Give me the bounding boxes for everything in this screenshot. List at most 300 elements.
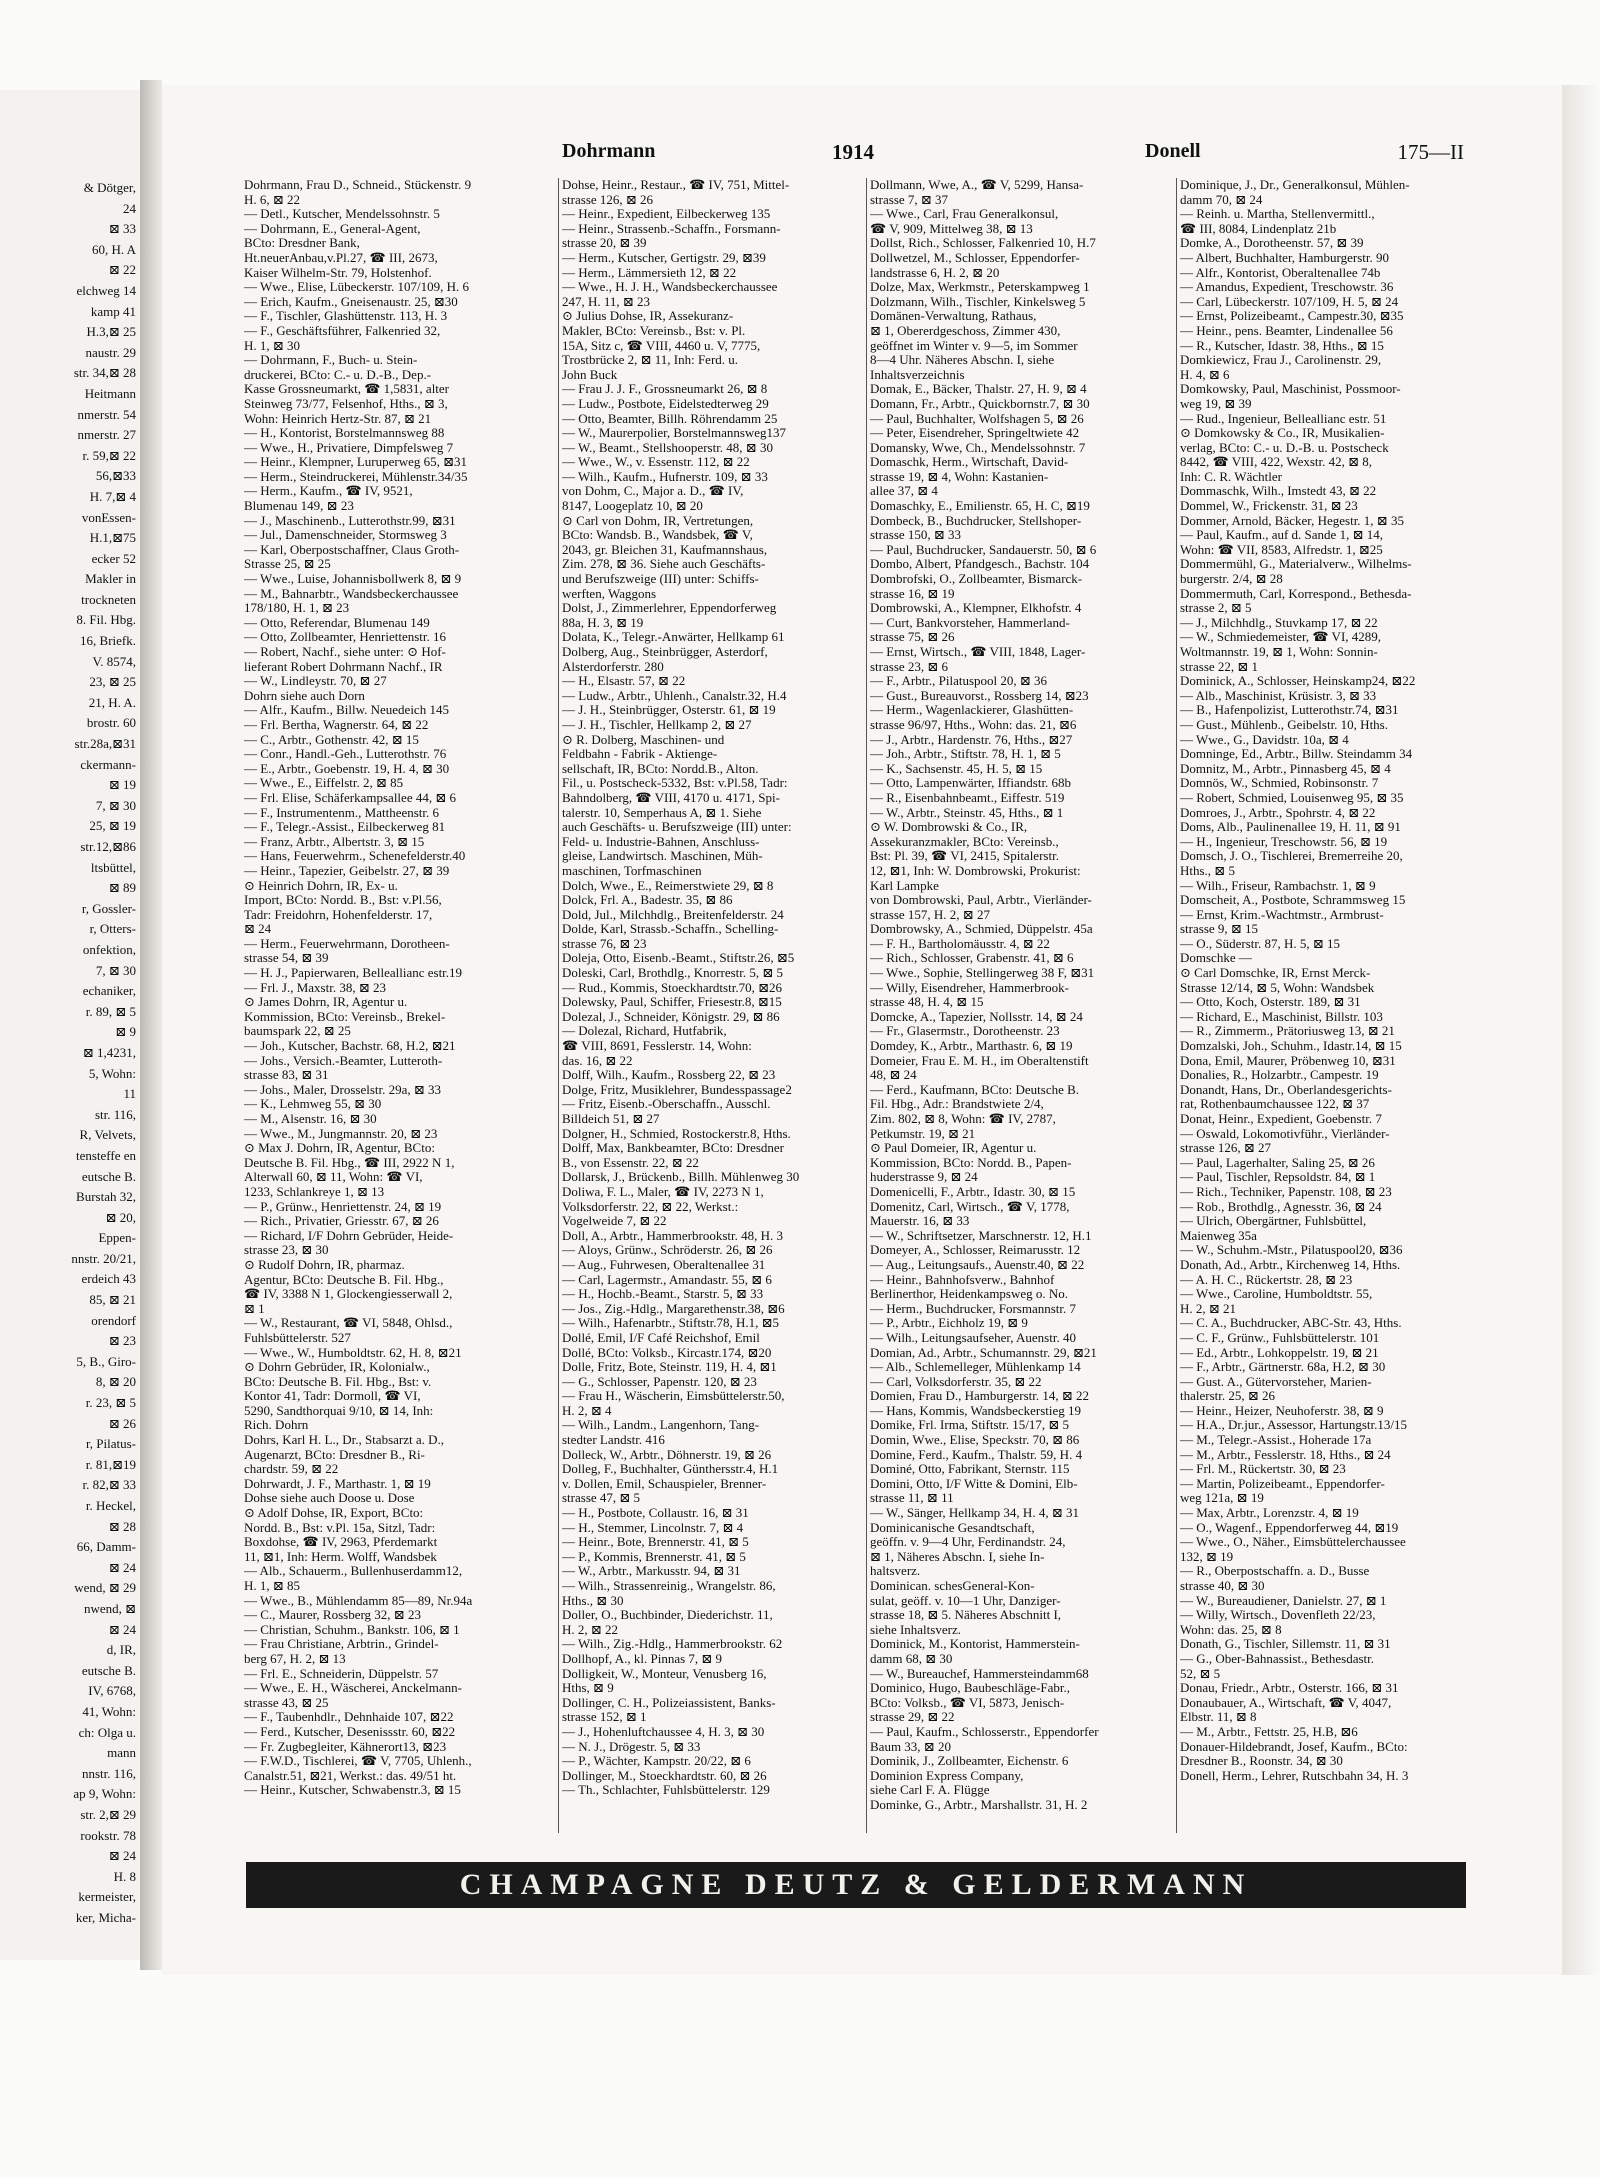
previous-page-line: ⊠ 19 (108, 777, 136, 793)
directory-entry-line: — Richard, I/F Dohrn Gebrüder, Heide- (244, 1228, 454, 1243)
directory-entry-line: — Gust., Bureauvorst., Rossberg 14, ⊠23 (870, 688, 1089, 703)
previous-page-line: 16, Briefk. (80, 633, 136, 649)
directory-entry-line: Dombo, Albert, Pfandgesch., Bachstr. 104 (870, 557, 1090, 572)
directory-entry-line: — O., Süderstr. 87, H. 5, ⊠ 15 (1180, 936, 1341, 951)
directory-entry-line: Dolff, Max, Bankbeamter, BCto: Dresdner (562, 1141, 784, 1156)
directory-column-4 (1180, 178, 1468, 1833)
previous-page-line: 23, ⊠ 25 (89, 674, 136, 690)
directory-entry-line: siehe Inhaltsverz. (870, 1622, 961, 1637)
directory-entry-line: 132, ⊠ 19 (1180, 1549, 1234, 1564)
directory-entry-line: das. 16, ⊠ 22 (562, 1053, 633, 1068)
previous-page-line: 56,⊠33 (95, 468, 136, 484)
directory-entry-line: — Wwe., Luise, Johannisbollwerk 8, ⊠ 9 (244, 572, 462, 587)
previous-page-line: 5, Wohn: (88, 1065, 136, 1081)
directory-entry-line: — Th., Schlachter, Fuhlsbüttelerstr. 129 (562, 1783, 770, 1798)
directory-entry-line: strasse 9, ⊠ 15 (1180, 922, 1259, 937)
directory-entry-line: — Otto, Koch, Osterstr. 189, ⊠ 31 (1180, 995, 1361, 1010)
previous-page-line: 8, ⊠ 20 (95, 1374, 136, 1390)
directory-entry-line: Domkiewicz, Frau J., Carolinenstr. 29, (1180, 353, 1382, 368)
directory-entry-line: strasse 43, ⊠ 25 (244, 1695, 329, 1710)
directory-entry-line: strasse 18, ⊠ 5. Näheres Abschnitt I, (870, 1608, 1062, 1623)
directory-entry-line: Dolck, Frl. A., Badestr. 35, ⊠ 86 (562, 893, 733, 908)
directory-entry-line: — Frl. Elise, Schäferkampsallee 44, ⊠ 6 (244, 790, 456, 805)
directory-entry-line: BCto: Deutsche B. Fil. Hbg., Bst: v. (244, 1374, 432, 1389)
directory-entry-line: strasse 7, ⊠ 37 (870, 192, 949, 207)
directory-entry-line: — H., Hochb.-Beamt., Starstr. 5, ⊠ 33 (562, 1287, 764, 1302)
previous-page-line: str. 34,⊠ 28 (73, 365, 136, 381)
directory-entry-line: Dombrowski, A., Klempner, Elkhofstr. 4 (870, 601, 1082, 616)
directory-entry-line: strasse 126, ⊠ 26 (562, 192, 654, 207)
directory-entry-line: — W., Bureauchef, Hammersteindamm68 (870, 1666, 1089, 1681)
directory-entry-line: — Ludw., Postbote, Eidelstedterweg 29 (562, 396, 769, 411)
directory-entry-line: Wohn: Heinrich Hertz-Str. 87, ⊠ 21 (244, 411, 432, 426)
page-header (232, 140, 1464, 174)
directory-entry-line: — Gust., Mühlenb., Geibelstr. 10, Hths. (1180, 717, 1388, 732)
directory-entry-line: — Paul, Kaufm., auf d. Sande 1, ⊠ 14, (1180, 528, 1383, 543)
column-divider (866, 178, 867, 1833)
directory-entry-line: Donat, Heinr., Expedient, Goebenstr. 7 (1180, 1112, 1382, 1126)
directory-entry-line: Fuhlsbüttelerstr. 527 (244, 1330, 351, 1345)
previous-page-line: erdeich 43 (81, 1271, 136, 1287)
directory-entry-line: H. 2, ⊠ 4 (562, 1403, 612, 1418)
directory-entry-line: ⊠ 1, Obererdgeschoss, Zimmer 430, (870, 323, 1061, 338)
directory-entry-line: Dollarsk, J., Brückenb., Billh. Mühlenweg 30 (562, 1170, 800, 1185)
directory-entry-line: Dolde, Karl, Strassb.-Schaffn., Schelling- (562, 922, 779, 937)
directory-entry-line: — Fr. Zugbegleiter, Kähnerort13, ⊠23 (244, 1739, 447, 1754)
directory-entry-line: — Alfr., Kontorist, Oberaltenallee 74b (1180, 265, 1381, 280)
directory-entry-line: Fil., u. Postscheck-5332, Bst: v.Pl.58, Tadr: (562, 776, 788, 791)
directory-entry-line: Dolff, Wilh., Kaufm., Rossberg 22, ⊠ 23 (562, 1068, 776, 1083)
previous-page-line: orendorf (91, 1312, 136, 1328)
directory-entry-line: auch Geschäfts- u. Berufszweige (III) unter: (562, 820, 792, 835)
directory-entry-line: Donath, Ad., Arbtr., Kirchenweg 14, Hths. (1180, 1257, 1401, 1272)
directory-entry-line: — R., Eisenbahnbeamt., Eiffestr. 519 (870, 790, 1065, 805)
directory-entry-line: — Wilh., Strassenreinig., Wrangelstr. 86, (562, 1579, 776, 1593)
previous-page-line: r. 23, ⊠ 5 (85, 1395, 136, 1411)
directory-entry-line: ⊙ Max J. Dohrn, IR, Agentur, BCto: (244, 1141, 435, 1156)
directory-column-3 (870, 178, 1172, 1833)
directory-entry-line: — Wilh., Landm., Langenhorn, Tang- (562, 1418, 760, 1433)
directory-entry-line: — P., Kommis, Brennerstr. 41, ⊠ 5 (562, 1549, 746, 1564)
directory-entry-line: Dolzmann, Wilh., Tischler, Kinkelsweg 5 (870, 294, 1086, 309)
directory-entry-line: Inh: C. R. Wächtler (1180, 469, 1282, 484)
directory-entry-line: Dominé, Otto, Fabrikant, Sternstr. 115 (870, 1462, 1070, 1477)
directory-entry-line: strasse 75, ⊠ 26 (870, 630, 955, 645)
directory-entry-line: — Frau Christiane, Arbtrin., Grindel- (244, 1637, 439, 1652)
directory-entry-line: — Robert, Schmied, Louisenweg 95, ⊠ 35 (1180, 790, 1404, 805)
directory-entry-line: Dollmann, Wwe, A., ☎ V, 5299, Hansa- (870, 178, 1084, 192)
previous-page-line: IV, 6768, (88, 1683, 136, 1699)
directory-entry-line: Woltmannstr. 19, ⊠ 1, Wohn: Sonnin- (1180, 645, 1378, 659)
directory-entry-line: Doleja, Otto, Eisenb.-Beamt., Stiftstr.26, ⊠5 (562, 951, 795, 966)
directory-entry-line: Dolle, Fritz, Bote, Steinstr. 119, H. 4, ⊠1 (562, 1360, 777, 1375)
directory-entry-line: Domeier, Frau E. M. H., im Oberaltenstift (870, 1053, 1089, 1068)
previous-page-line: 25, ⊠ 19 (89, 818, 136, 834)
previous-page-line: onfektion, (82, 941, 136, 957)
directory-entry-line: stedter Landstr. 416 (562, 1433, 665, 1448)
directory-entry-line: Dommermuth, Carl, Korrespond., Bethesda- (1180, 586, 1412, 601)
directory-entry-line: — Wwe., W., Humboldtstr. 62, H. 8, ⊠21 (244, 1345, 462, 1360)
directory-entry-line: — J. H., Steinbrügger, Osterstr. 61, ⊠ 19 (562, 703, 776, 718)
directory-entry-line: Bst: Pl. 39, ☎ VI, 2415, Spitalerstr. (870, 849, 1059, 864)
directory-entry-line: Domschke — (1180, 951, 1252, 966)
directory-entry-line: Donau, Friedr., Arbtr., Osterstr. 166, ⊠ 31 (1180, 1681, 1399, 1696)
directory-entry-line: Elbstr. 11, ⊠ 8 (1180, 1710, 1257, 1725)
directory-entry-line: Tadr: Freidohrn, Hohenfelderstr. 17, (244, 907, 433, 922)
directory-entry-line: Augenarzt, BCto: Dresdner B., Ri- (244, 1447, 425, 1462)
directory-entry-line: 178/180, H. 1, ⊠ 23 (244, 601, 350, 616)
directory-entry-line: — Carl, Lübeckerstr. 107/109, H. 5, ⊠ 24 (1180, 294, 1399, 309)
directory-entry-line: verlag, BCto: C.- u. D.-B. u. Postscheck (1180, 440, 1389, 455)
previous-page-line: mann (107, 1745, 136, 1761)
directory-entry-line: BCto: Dresdner Bank, (244, 236, 360, 251)
directory-entry-line: B., von Essenstr. 22, ⊠ 22 (562, 1155, 699, 1170)
directory-entry-line: — Martin, Polizeibeamt., Eppendorfer- (1180, 1476, 1385, 1491)
previous-page-line: H. 7,⊠ 4 (89, 488, 136, 504)
directory-entry-line: Feldbahn - Fabrik - Aktienge- (562, 747, 718, 762)
directory-entry-line: Dohrs, Karl H. L., Dr., Stabsarzt a. D., (244, 1433, 445, 1448)
directory-entry-line: Dombeck, B., Buchdrucker, Stellshoper- (870, 513, 1082, 528)
directory-entry-line: Dona, Emil, Maurer, Pröbenweg 10, ⊠31 (1180, 1053, 1396, 1068)
directory-entry-line: strasse 150, ⊠ 33 (870, 528, 962, 543)
directory-entry-line: strasse 40, ⊠ 30 (1180, 1579, 1265, 1593)
directory-entry-line: Dombrofski, O., Zollbeamter, Bismarck- (870, 572, 1083, 587)
column-divider (1176, 178, 1177, 1833)
directory-entry-line: — Rich., Privatier, Griesstr. 67, ⊠ 26 (244, 1214, 439, 1229)
directory-entry-line: Boxdohse, ☎ IV, 2963, Pferdemarkt (244, 1535, 438, 1550)
directory-entry-line: — Rob., Brothdlg., Agnesstr. 36, ⊠ 24 (1180, 1199, 1382, 1214)
directory-entry-line: von Dombrowski, Paul, Arbtr., Vierländer- (870, 893, 1092, 908)
directory-entry-line: Domaschky, E., Emilienstr. 65, H. C, ⊠19 (870, 499, 1090, 514)
directory-entry-line: — Herm., Feuerwehrmann, Dorotheen- (244, 936, 450, 951)
directory-entry-line: — C. F., Grünw., Fuhlsbüttelerstr. 101 (1180, 1330, 1380, 1345)
directory-entry-line: — W., Schuhm.-Mstr., Pilatuspool20, ⊠36 (1180, 1243, 1403, 1258)
directory-entry-line: — Frl. M., Rückertstr. 30, ⊠ 23 (1180, 1462, 1346, 1477)
directory-entry-line: BCto: Wandsb. B., Wandsbek, ☎ V, (562, 528, 753, 543)
directory-entry-line: haltsverz. (870, 1564, 921, 1579)
directory-entry-line: — Willy, Eisendreher, Hammerbrook- (870, 980, 1069, 995)
directory-entry-line: — C., Arbtr., Gothenstr. 42, ⊠ 15 (244, 732, 419, 747)
directory-entry-line: ⊙ Heinrich Dohrn, IR, Ex- u. (244, 878, 398, 893)
directory-entry-line: — Conr., Handl.-Geh., Lutterothstr. 76 (244, 747, 447, 762)
directory-entry-line: — Wwe., M., Jungmannstr. 20, ⊠ 23 (244, 1126, 438, 1141)
previous-page-line: ⊠ 26 (108, 1415, 136, 1431)
directory-entry-line: Donandt, Hans, Dr., Oberlandesgerichts- (1180, 1082, 1392, 1097)
directory-entry-line: 8442, ☎ VIII, 422, Wexstr. 42, ⊠ 8, (1180, 455, 1373, 470)
directory-entry-line: — C., Maurer, Rossberg 32, ⊠ 23 (244, 1608, 421, 1623)
previous-page-line: 24 (123, 200, 136, 216)
directory-entry-line: — Paul, Tischler, Repsoldstr. 84, ⊠ 1 (1180, 1170, 1376, 1185)
directory-entry-line: — Wwe., Sophie, Stellingerweg 38 F, ⊠31 (870, 966, 1095, 981)
directory-entry-line: Domak, E., Bäcker, Thalstr. 27, H. 9, ⊠ 4 (870, 382, 1087, 397)
directory-entry-line: Dommer, Arnold, Bäcker, Hegestr. 1, ⊠ 35 (1180, 513, 1404, 528)
directory-entry-line: Bahndolberg, ☎ VIII, 4170 u. 4171, Spi- (562, 790, 780, 805)
directory-entry-line: Wohn: das. 25, ⊠ 8 (1180, 1622, 1282, 1637)
previous-page-line: nmerstr. 27 (77, 427, 136, 443)
directory-entry-line: — F., Telegr.-Assist., Eilbeckerweg 81 (244, 820, 446, 835)
directory-entry-line: 1233, Schlankreye 1, ⊠ 13 (244, 1184, 385, 1199)
directory-entry-line: Domeyer, A., Schlosser, Reimarusstr. 12 (870, 1243, 1081, 1258)
directory-entry-line: und Berufszweige (III) unter: Schiffs- (562, 572, 759, 587)
directory-entry-line: strasse 11, ⊠ 11 (870, 1491, 954, 1506)
directory-entry-line: Dollwetzel, M., Schlosser, Eppendorfer- (870, 250, 1080, 265)
directory-entry-line: — Paul, Lagerhalter, Saling 25, ⊠ 26 (1180, 1155, 1375, 1170)
directory-entry-line: — Wwe., B., Mühlendamm 85—89, Nr.94a (244, 1593, 473, 1608)
directory-entry-line: Doleski, Carl, Brothdlg., Knorrestr. 5, ⊠ 5 (562, 966, 784, 981)
directory-entry-line: — Ernst, Polizeibeamt., Campestr.30, ⊠35 (1180, 309, 1404, 324)
directory-entry-line: von Dohm, C., Major a. D., ☎ IV, (562, 484, 744, 499)
directory-entry-line: — W., Maurerpolier, Borstelmannsweg137 (562, 426, 787, 441)
directory-entry-line: Import, BCto: Nordd. B., Bst: v.Pl.56, (244, 893, 442, 908)
directory-entry-line: — Frau J. J. F., Grossneumarkt 26, ⊠ 8 (562, 382, 768, 397)
directory-entry-line: 247, H. 11, ⊠ 23 (562, 294, 651, 309)
previous-page-line: kamp 41 (90, 303, 136, 319)
directory-entry-line: damm 68, ⊠ 30 (870, 1651, 953, 1666)
directory-entry-line: — Gust. A., Gütervorsteher, Marien- (1180, 1374, 1372, 1389)
directory-entry-line: strasse 48, H. 4, ⊠ 15 (870, 995, 984, 1010)
directory-entry-line: allee 37, ⊠ 4 (870, 484, 938, 499)
directory-entry-line: — O., Wagenf., Eppendorferweg 44, ⊠19 (1180, 1520, 1399, 1535)
directory-entry-line: — Ferd., Kutscher, Desenissstr. 60, ⊠22 (244, 1724, 456, 1739)
directory-entry-line: — Peter, Eisendreher, Springeltwiete 42 (870, 426, 1080, 441)
directory-entry-line: H. 2, ⊠ 22 (562, 1622, 619, 1637)
directory-entry-line: — Hans, Kommis, Wandsbeckerstieg 19 (870, 1403, 1082, 1418)
previous-page-line: eutsche B. (81, 1168, 136, 1184)
directory-entry-line: — J. H., Tischler, Hellkamp 2, ⊠ 27 (562, 717, 752, 732)
previous-page-line: tensteffe en (75, 1147, 136, 1163)
directory-entry-line: Domenicelli, F., Arbtr., Idastr. 30, ⊠ 15 (870, 1184, 1076, 1199)
directory-entry-line: — F., Instrumentenm., Mattheenstr. 6 (244, 805, 440, 820)
directory-entry-line: 48, ⊠ 24 (870, 1068, 917, 1083)
directory-entry-line: strasse 2, ⊠ 5 (1180, 601, 1252, 616)
previous-page-line: r, Pilatus- (85, 1436, 136, 1452)
directory-entry-line: — B., Hafenpolizist, Lutterothstr.74, ⊠31 (1180, 703, 1399, 718)
directory-entry-line: Dolleg, F., Buchhalter, Günthersstr.4, H.1 (562, 1462, 779, 1477)
directory-entry-line: rat, Rothenbaumchaussee 122, ⊠ 37 (1180, 1097, 1370, 1112)
previous-page-line: Heitmann (84, 385, 136, 401)
directory-entry-line: — Heinr., Strassenb.-Schaffn., Forsmann- (562, 221, 781, 236)
directory-entry-line: Assekuranzmakler, BCto: Vereinsb., (870, 834, 1059, 849)
directory-entry-line: Mauerstr. 16, ⊠ 33 (870, 1214, 970, 1229)
directory-column-2 (562, 178, 862, 1833)
directory-entry-line: — Wwe., W., v. Essenstr. 112, ⊠ 22 (562, 455, 750, 470)
directory-entry-line: — W., Sänger, Hellkamp 34, H. 4, ⊠ 31 (870, 1506, 1079, 1521)
previous-page-line: 41, Wohn: (82, 1703, 136, 1719)
directory-entry-line: — Otto, Beamter, Billh. Röhrendamm 25 (562, 411, 778, 426)
directory-entry-line: — Rud., Ingenieur, Belleallianc estr. 51 (1180, 411, 1387, 426)
directory-entry-line: 52, ⊠ 5 (1180, 1666, 1221, 1681)
previous-page-line: ap 9, Wohn: (73, 1786, 136, 1802)
directory-entry-line: — Otto, Lampenwärter, Iffiandstr. 68b (870, 776, 1072, 791)
directory-entry-line: Kasse Grossneumarkt, ☎ 1,5831, alter (244, 382, 450, 397)
previous-page-line: 8. Fil. Hbg. (76, 612, 136, 628)
directory-entry-line: werften, Waggons (562, 586, 657, 601)
directory-entry-line: — Wilh., Leitungsaufseher, Auenstr. 40 (870, 1330, 1076, 1345)
directory-entry-line: ⊠ 24 (244, 922, 272, 937)
directory-entry-line: — H., Elsastr. 57, ⊠ 22 (562, 674, 686, 689)
directory-entry-line: H. 6, ⊠ 22 (244, 192, 301, 207)
directory-entry-line: 11, ⊠1, Inh: Herm. Wolff, Wandsbek (244, 1549, 437, 1564)
directory-entry-line: — Aug., Leitungsaufs., Auenstr.40, ⊠ 22 (870, 1257, 1085, 1272)
directory-entry-line: — Wwe., H. J. H., Wandsbeckerchaussee (562, 280, 778, 295)
directory-entry-line: — Alb., Schauerm., Bullenhuserdamm12, (244, 1564, 463, 1579)
directory-entry-line: Berlinerthor, Heidenkampsweg o. No. (870, 1287, 1069, 1302)
directory-entry-line: — Detl., Kutscher, Mendelssohnstr. 5 (244, 207, 440, 222)
directory-entry-line: Domini, Otto, I/F Witte & Domini, Elb- (870, 1476, 1078, 1491)
directory-entry-line: Vogelweide 7, ⊠ 22 (562, 1214, 667, 1229)
previous-page-line: 5, B., Giro- (76, 1353, 136, 1369)
directory-entry-line: — Franz, Arbtr., Albertstr. 3, ⊠ 15 (244, 834, 425, 849)
directory-entry-line: ☎ VIII, 8691, Fesslerstr. 14, Wohn: (562, 1039, 752, 1054)
directory-entry-line: 8—4 Uhr. Näheres Abschn. I, siehe (870, 353, 1055, 368)
directory-entry-line: Dohse siehe auch Doose u. Dose (244, 1491, 415, 1506)
previous-page-line: 60, H. A (91, 241, 136, 257)
directory-entry-line: Zim. 802, ⊠ 8, Wohn: ☎ IV, 2787, (870, 1112, 1056, 1126)
directory-entry-line: ⊙ Carl Domschke, IR, Ernst Merck- (1180, 966, 1371, 981)
directory-entry-line: — P., Grünw., Henriettenstr. 24, ⊠ 19 (244, 1199, 442, 1214)
directory-entry-line: Dolgner, H., Schmied, Rostockerstr.8, Hths. (562, 1126, 791, 1141)
directory-entry-line: — J., Hohenluftchaussee 4, H. 3, ⊠ 30 (562, 1724, 765, 1739)
previous-page-line: str. 116, (94, 1106, 136, 1122)
directory-entry-line: H. 2, ⊠ 21 (1180, 1301, 1237, 1316)
directory-entry-line: — Oswald, Lokomotivführ., Vierländer- (1180, 1126, 1390, 1141)
directory-entry-line: — Rich., Techniker, Papenstr. 108, ⊠ 23 (1180, 1184, 1392, 1199)
directory-entry-line: Domänen-Verwaltung, Rathaus, (870, 309, 1037, 324)
directory-entry-line: Zim. 278, ⊠ 36. Siehe auch Geschäfts- (562, 557, 766, 572)
directory-entry-line: — W., Beamt., Stellshooperstr. 48, ⊠ 30 (562, 440, 773, 455)
directory-entry-line: — Ferd., Kaufmann, BCto: Deutsche B. (870, 1082, 1080, 1097)
directory-entry-line: Kaiser Wilhelm-Str. 79, Holstenhof. (244, 265, 432, 280)
previous-page-line: 7, ⊠ 30 (95, 797, 136, 813)
directory-entry-line: ⊙ Paul Domeier, IR, Agentur u. (870, 1141, 1037, 1156)
previous-page-line: H.1,⊠75 (89, 530, 136, 546)
directory-entry-line: Dollst, Rich., Schlosser, Falkenried 10, H.7 (870, 236, 1096, 251)
previous-page-line: r. 81,⊠19 (85, 1456, 136, 1472)
directory-entry-line: Dominique, J., Dr., Generalkonsul, Mühlen- (1180, 178, 1410, 192)
directory-entry-line: — Jos., Zig.-Hdlg., Margarethenstr.38, ⊠6 (562, 1301, 785, 1316)
directory-entry-line: Domian, Ad., Arbtr., Schumannstr. 29, ⊠21 (870, 1345, 1097, 1360)
directory-column-1 (244, 178, 554, 1833)
directory-entry-line: Domroes, J., Arbtr., Spohrstr. 4, ⊠ 22 (1180, 805, 1376, 820)
directory-entry-line: — M., Alsenstr. 16, ⊠ 30 (244, 1112, 377, 1126)
directory-entry-line: lieferant Robert Dohrmann Nachf., IR (244, 659, 443, 674)
directory-entry-line: Trostbrücke 2, ⊠ 11, Inh: Ferd. u. (562, 353, 739, 368)
page-gutter (140, 80, 162, 1970)
previous-page-line: ⊠ 1,4231, (82, 1044, 136, 1060)
directory-entry-line: — Alfr., Kaufm., Billw. Neuedeich 145 (244, 703, 449, 718)
directory-entry-line: — Heinr., Heizer, Neuhoferstr. 38, ⊠ 9 (1180, 1403, 1384, 1418)
previous-page-line: Burstah 32, (76, 1189, 136, 1205)
directory-entry-line: ⊠ 1, Näheres Abschn. I, siehe In- (870, 1549, 1045, 1564)
directory-entry-line: Dominke, G., Arbtr., Marshallstr. 31, H. 2 (870, 1797, 1088, 1812)
directory-entry-line: ⊙ Dohrn Gebrüder, IR, Kolonialw., (244, 1360, 430, 1375)
previous-page-line: 7, ⊠ 30 (95, 962, 136, 978)
directory-entry-line: — F., Arbtr., Gärtnerstr. 68a, H.2, ⊠ 30 (1180, 1360, 1386, 1375)
directory-entry-line: — W., Arbtr., Markusstr. 94, ⊠ 31 (562, 1564, 741, 1579)
directory-entry-line: Kommission, BCto: Vereinsb., Brekel- (244, 1009, 446, 1024)
directory-entry-line: H. 1, ⊠ 85 (244, 1579, 301, 1593)
directory-entry-line: Hths, ⊠ 9 (562, 1681, 614, 1696)
directory-entry-line: — Rud., Kommis, Stoeckhardtstr.70, ⊠26 (562, 980, 782, 995)
previous-page-line: ch: Olga u. (78, 1724, 136, 1740)
directory-entry-line: Domsch, J. O., Tischlerei, Bremerreihe 20, (1180, 849, 1403, 864)
directory-entry-line: — G., Schlosser, Papenstr. 120, ⊠ 23 (562, 1374, 757, 1389)
previous-page-line: str. 2,⊠ 29 (80, 1806, 136, 1822)
directory-entry-line: Alterwall 60, ⊠ 11, Wohn: ☎ VI, (244, 1170, 423, 1185)
directory-entry-line: strasse 47, ⊠ 5 (562, 1491, 641, 1506)
directory-entry-line: Doms, Alb., Paulinenallee 19, H. 11, ⊠ 91 (1180, 820, 1401, 835)
previous-page-line: r, Otters- (89, 921, 136, 937)
previous-page-line: ⊠ 24 (108, 1621, 136, 1637)
directory-entry-line: — Amandus, Expedient, Treschowstr. 36 (1180, 280, 1394, 295)
directory-entry-line: — Heinr., pens. Beamter, Lindenallee 56 (1180, 323, 1393, 338)
directory-entry-line: Dolberg, Aug., Steinbrügger, Asterdorf, (562, 645, 768, 659)
directory-entry-line: strasse 23, ⊠ 30 (244, 1243, 329, 1258)
directory-entry-line: — Herm., Steindruckerei, Mühlenstr.34/35 (244, 469, 468, 484)
directory-entry-line: — H., Kontorist, Borstelmannsweg 88 (244, 426, 445, 441)
directory-entry-line: — Wwe., E., Eiffelstr. 2, ⊠ 85 (244, 776, 404, 791)
previous-page-line: ⊠ 22 (108, 262, 136, 278)
directory-entry-line: — Wwe., H., Privatiere, Dimpfelsweg 7 (244, 440, 454, 455)
directory-entry-line: John Buck (562, 367, 618, 382)
directory-entry-line: — Carl, Volksdorferstr. 35, ⊠ 22 (870, 1374, 1042, 1389)
previous-page-line: eutsche B. (81, 1662, 136, 1678)
previous-page-line: H. 8 (113, 1868, 136, 1884)
directory-entry-line: siehe Carl F. A. Flügge (870, 1783, 990, 1798)
directory-entry-line: — Albert, Buchhalter, Hamburgerstr. 90 (1180, 250, 1390, 265)
directory-entry-line: Deutsche B. Fil. Hbg., ☎ III, 2922 N 1, (244, 1155, 455, 1170)
directory-entry-line: geöffn. v. 9—4 Uhr, Ferdinandstr. 24, (870, 1535, 1066, 1550)
directory-entry-line: — Ludw., Arbtr., Uhlenh., Canalstr.32, H.4 (562, 688, 787, 703)
directory-entry-line: ⊙ Domkowsky & Co., IR, Musikalien- (1180, 426, 1385, 441)
directory-entry-line: Canalstr.51, ⊠21, Werkst.: das. 49/51 ht. (244, 1768, 457, 1783)
directory-entry-line: — Wwe., E. H., Wäscherei, Anckelmann- (244, 1681, 462, 1696)
directory-entry-line: — N. J., Drögestr. 5, ⊠ 33 (562, 1739, 701, 1754)
previous-page-line: echaniker, (82, 983, 136, 999)
directory-entry-line: Dohrn siehe auch Dorn (244, 688, 365, 703)
previous-page-edge (0, 90, 140, 1960)
previous-page-line: ⊠ 28 (108, 1518, 136, 1534)
directory-entry-line: — Alb., Maschinist, Krüsistr. 3, ⊠ 33 (1180, 688, 1377, 703)
directory-entry-line: — W., Lindleystr. 70, ⊠ 27 (244, 674, 387, 689)
directory-entry-line: Dominion Express Company, (870, 1768, 1024, 1783)
directory-entry-line: 12, ⊠1, Inh: W. Dombrowski, Prokurist: (870, 863, 1081, 878)
directory-entry-line: — Johs., Maler, Drosselstr. 29a, ⊠ 33 (244, 1082, 442, 1097)
previous-page-line: wend, ⊠ 29 (74, 1580, 136, 1596)
directory-entry-line: Domaschk, Herm., Wirtschaft, David- (870, 455, 1069, 470)
directory-entry-line: Dolewsky, Paul, Schiffer, Friesestr.8, ⊠15 (562, 995, 782, 1010)
previous-page-line: Makler in (85, 571, 136, 587)
header-first-name: Dohrmann (562, 140, 656, 162)
directory-entry-line: baumspark 22, ⊠ 25 (244, 1024, 351, 1039)
directory-entry-line: — Wwe., Caroline, Humboldtstr. 55, (1180, 1287, 1373, 1302)
previous-page-line: ker, Micha- (75, 1909, 136, 1925)
directory-entry-line: sellschaft, IR, BCto: Nordd.B., Alton. (562, 761, 759, 776)
directory-entry-line: Domscheit, A., Postbote, Schrammsweg 15 (1180, 893, 1406, 908)
directory-entry-line: — K., Sachsenstr. 45, H. 5, ⊠ 15 (870, 761, 1043, 776)
directory-entry-line: — Dohrmann, F., Buch- u. Stein- (244, 353, 418, 368)
directory-entry-line: — J., Arbtr., Hardenstr. 76, Hths., ⊠27 (870, 732, 1073, 747)
directory-entry-line: — Ed., Arbtr., Lohkoppelstr. 19, ⊠ 21 (1180, 1345, 1379, 1360)
directory-entry-line: — F. H., Bartholomäusstr. 4, ⊠ 22 (870, 936, 1050, 951)
previous-page-line: nmerstr. 54 (77, 406, 136, 422)
directory-entry-line: BCto: Volksb., ☎ VI, 5873, Jenisch- (870, 1695, 1065, 1710)
previous-page-line: ⊠ 24 (108, 1848, 136, 1864)
directory-entry-line: — Otto, Referendar, Blumenau 149 (244, 615, 430, 630)
directory-entry-line: — Richard, E., Maschinist, Billstr. 103 (1180, 1009, 1383, 1024)
directory-entry-line: 8147, Loogeplatz 10, ⊠ 20 (562, 499, 703, 514)
previous-page-line: rookstr. 78 (80, 1827, 136, 1843)
